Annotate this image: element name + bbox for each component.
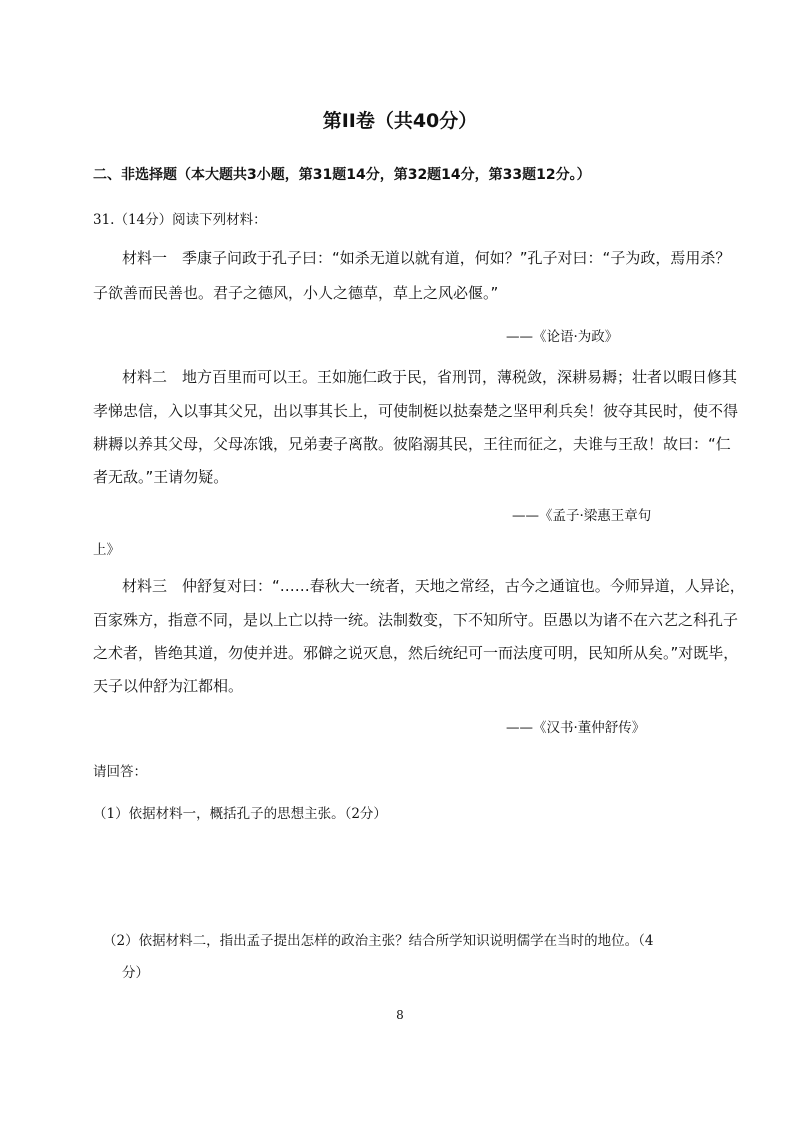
material-3-line-3: 之术者，皆绝其道，勿使并进。邪僻之说灭息，然后统纪可一而法度可明，民知所从矣。”对既毕， bbox=[93, 644, 739, 662]
material-1-line-2: 子欲善而民善也。君子之德风，小人之德草，草上之风必偃。” bbox=[93, 284, 499, 302]
material-3-line-2: 百家殊方，指意不同，是以上亡以持一统。法制数变，下不知所守。臣愚以为诸不在六艺之科孔子 bbox=[93, 611, 739, 629]
section-heading: 二、非选择题（本大题共3小题，第31题14分，第32题14分，第33题12分。） bbox=[93, 167, 591, 183]
part-title: 第II卷（共40分） bbox=[322, 110, 478, 132]
material-3-source: ——《汉书·董仲舒传》 bbox=[506, 720, 646, 736]
material-1-source: ——《论语·为政》 bbox=[506, 329, 619, 345]
answer-prompt: 请回答： bbox=[93, 764, 147, 780]
material-2-line-2: 孝悌忠信，入以事其父兄，出以事其长上，可使制梃以挞秦楚之坚甲利兵矣！彼夺其民时，使不得 bbox=[93, 402, 739, 420]
sub-question-2: （2）依据材料二，指出孟子提出怎样的政治主张？结合所学知识说明儒学在当时的地位。（4 bbox=[103, 933, 654, 949]
material-2-line-3: 耕耨以养其父母，父母冻饿，兄弟妻子离散。彼陷溺其民，王往而征之，夫谁与王敌！故曰：“仁 bbox=[93, 435, 731, 453]
material-2-line-1: 材料二 地方百里而可以王。王如施仁政于民，省刑罚，薄税敛，深耕易耨；壮者以暇日修其 bbox=[122, 368, 738, 386]
material-3-line-4: 天子以仲舒为江都相。 bbox=[93, 677, 244, 695]
material-1-line-1: 材料一 季康子问政于孔子曰：“如杀无道以就有道，何如？”孔子对曰：“子为政，焉用杀？ bbox=[122, 249, 731, 267]
page-number: 8 bbox=[396, 1008, 404, 1022]
sub-question-2-cont: 分） bbox=[122, 965, 149, 981]
material-3-line-1: 材料三 仲舒复对曰：“……春秋大一统者，天地之常经，古今之通谊也。今师异道，人异论， bbox=[122, 577, 745, 595]
material-2-line-4: 者无敌。”王请勿疑。 bbox=[93, 468, 229, 486]
material-2-source: ——《孟子·梁惠王章句 bbox=[512, 508, 652, 524]
question-intro: 31.（14分）阅读下列材料： bbox=[93, 212, 267, 228]
material-2-source-cont: 上》 bbox=[93, 542, 120, 558]
sub-question-1: （1）依据材料一，概括孔子的思想主张。（2分） bbox=[93, 806, 387, 822]
